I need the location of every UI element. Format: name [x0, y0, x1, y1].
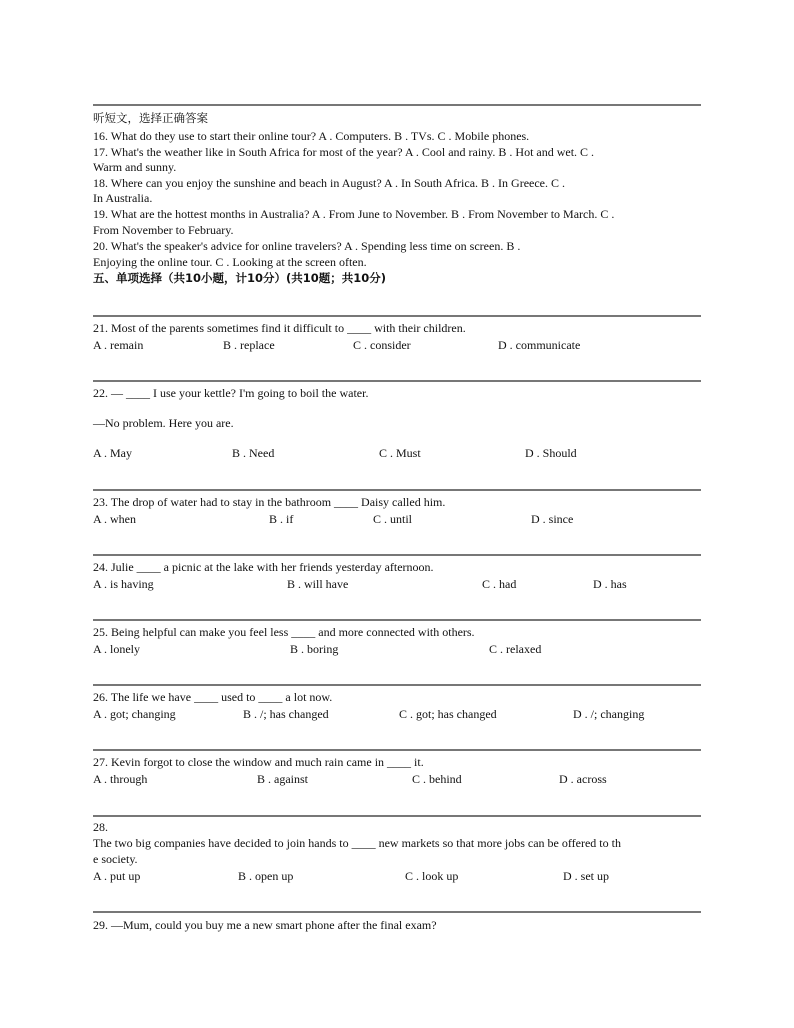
- listening-heading: 听短文，选择正确答案: [93, 111, 208, 125]
- listening-line-16: 16. What do they use to start their online tour? A . Computers. B . TVs. C . Mobile phones.: [93, 129, 530, 143]
- question-24-option-b[interactable]: B . will have: [287, 577, 349, 591]
- question-21-stem: 21. Most of the parents sometimes find it difficult to ____ with their children.: [93, 321, 466, 335]
- question-27-option-c[interactable]: C . behind: [412, 772, 462, 786]
- question-22-option-a[interactable]: A . May: [93, 446, 132, 460]
- question-21-option-b[interactable]: B . replace: [223, 338, 275, 352]
- question-25-stem: 25. Being helpful can make you feel less ____ and more connected with others.: [93, 625, 475, 639]
- question-22-option-c[interactable]: C . Must: [379, 446, 421, 460]
- divider: [93, 380, 701, 382]
- question-23-option-d[interactable]: D . since: [531, 512, 574, 526]
- question-28-option-d[interactable]: D . set up: [563, 869, 609, 883]
- question-24-option-a[interactable]: A . is having: [93, 577, 154, 591]
- section-five-heading: 五、单项选择（共10小题，计10分）(共10题；共10分): [93, 271, 387, 285]
- divider: [93, 315, 701, 317]
- question-22-stem: 22. — ____ I use your kettle? I'm going to boil the water.: [93, 386, 369, 400]
- question-27-option-b[interactable]: B . against: [257, 772, 308, 786]
- question-26-option-d[interactable]: D . /; changing: [573, 707, 645, 721]
- listening-line-20: 20. What's the speaker's advice for online travelers? A . Spending less time on screen. B .: [93, 239, 521, 253]
- question-25-option-c[interactable]: C . relaxed: [489, 642, 542, 656]
- divider: [93, 684, 701, 686]
- question-23-option-c[interactable]: C . until: [373, 512, 413, 526]
- question-26-option-c[interactable]: C . got; has changed: [399, 707, 497, 721]
- question-23-stem: 23. The drop of water had to stay in the bathroom ____ Daisy called him.: [93, 495, 446, 509]
- question-24-stem: 24. Julie ____ a picnic at the lake with her friends yesterday afternoon.: [93, 560, 434, 574]
- listening-line-19-cont: From November to February.: [93, 223, 234, 237]
- question-21-option-c[interactable]: C . consider: [353, 338, 411, 352]
- question-26-option-a[interactable]: A . got; changing: [93, 707, 176, 721]
- divider: [93, 911, 701, 913]
- question-28-stem: The two big companies have decided to join hands to ____ new markets so that more jobs can be offered to th: [93, 836, 621, 850]
- listening-line-20-cont: Enjoying the online tour. C . Looking at the screen often.: [93, 255, 367, 269]
- question-21-option-a[interactable]: A . remain: [93, 338, 144, 352]
- question-27-option-d[interactable]: D . across: [559, 772, 607, 786]
- question-25-option-a[interactable]: A . lonely: [93, 642, 140, 656]
- question-27-option-a[interactable]: A . through: [93, 772, 148, 786]
- question-22-option-b[interactable]: B . Need: [232, 446, 275, 460]
- question-26-stem: 26. The life we have ____ used to ____ a lot now.: [93, 690, 333, 704]
- question-23-option-b[interactable]: B . if: [269, 512, 294, 526]
- question-22-option-d[interactable]: D . Should: [525, 446, 577, 460]
- question-28-option-c[interactable]: C . look up: [405, 869, 459, 883]
- divider: [93, 489, 701, 491]
- question-24-option-d[interactable]: D . has: [593, 577, 627, 591]
- question-22-reply: —No problem. Here you are.: [93, 416, 234, 430]
- divider: [93, 104, 701, 106]
- question-29-stem: 29. —Mum, could you buy me a new smart phone after the final exam?: [93, 918, 437, 932]
- question-23-option-a[interactable]: A . when: [93, 512, 136, 526]
- question-21-option-d[interactable]: D . communicate: [498, 338, 581, 352]
- question-27-stem: 27. Kevin forgot to close the window and much rain came in ____ it.: [93, 755, 424, 769]
- divider: [93, 554, 701, 556]
- listening-line-17-cont: Warm and sunny.: [93, 160, 177, 174]
- question-28-option-b[interactable]: B . open up: [238, 869, 294, 883]
- question-28-stem-cont: e society.: [93, 852, 138, 866]
- question-26-option-b[interactable]: B . /; has changed: [243, 707, 329, 721]
- listening-line-17: 17. What's the weather like in South Africa for most of the year? A . Cool and rainy. B . Hot and wet. C .: [93, 145, 595, 159]
- listening-line-18-cont: In Australia.: [93, 191, 153, 205]
- divider: [93, 749, 701, 751]
- divider: [93, 815, 701, 817]
- question-24-option-c[interactable]: C . had: [482, 577, 517, 591]
- question-28-option-a[interactable]: A . put up: [93, 869, 141, 883]
- listening-line-18: 18. Where can you enjoy the sunshine and beach in August? A . In South Africa. B . In Greece. C .: [93, 176, 566, 190]
- divider: [93, 619, 701, 621]
- question-28-number: 28.: [93, 820, 108, 834]
- question-25-option-b[interactable]: B . boring: [290, 642, 339, 656]
- listening-line-19: 19. What are the hottest months in Australia? A . From June to November. B . From November to March. C .: [93, 207, 615, 221]
